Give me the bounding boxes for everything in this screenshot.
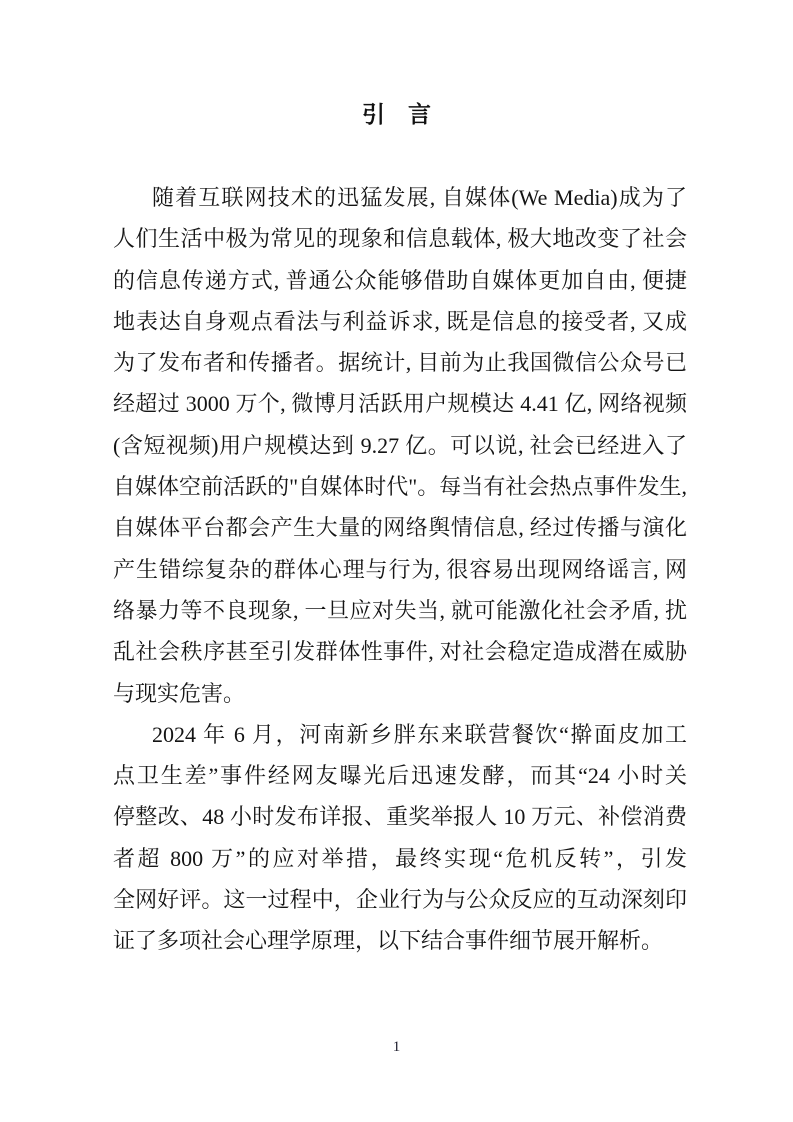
page-number: 1 — [392, 1039, 401, 1055]
page-title: 引 言 — [362, 102, 431, 128]
text-line: 为了发布者和传播者。据统计, 目前为止我国微信公众号已 — [113, 350, 687, 376]
text-line: 乱社会秩序甚至引发群体性事件, 对社会稳定造成潜在威胁 — [113, 639, 687, 665]
text-line: 与现实危害。 — [113, 680, 246, 706]
text-line: 证了多项社会心理学原理，以下结合事件细节展开解析。 — [113, 928, 664, 954]
text-line: 2024 年 6 月，河南新乡胖东来联营餐饮“擀面皮加工 — [152, 721, 687, 747]
text-line: 自媒体平台都会产生大量的网络舆情信息, 经过传播与演化 — [113, 515, 687, 541]
text-line: (含短视频)用户规模达到 9.27 亿。可以说, 社会已经进入了 — [113, 432, 687, 458]
text-line: 全网好评。这一过程中，企业行为与公众反应的互动深刻印 — [113, 887, 687, 913]
text-line: 者超 800 万”的应对举措，最终实现“危机反转”，引发 — [113, 845, 687, 871]
text-line: 停整改、48 小时发布详报、重奖举报人 10 万元、补偿消费 — [113, 804, 687, 830]
text-line: 地表达自身观点看法与利益诉求, 既是信息的接受者, 又成 — [113, 308, 687, 334]
document-body — [113, 177, 687, 962]
text-line: 经超过 3000 万个, 微博月活跃用户规模达 4.41 亿, 网络视频 — [113, 391, 687, 417]
text-line: 随着互联网技术的迅猛发展, 自媒体(We Media)成为了 — [152, 185, 687, 210]
text-line: 人们生活中极为常见的现象和信息载体, 极大地改变了社会 — [113, 226, 687, 252]
text-line: 产生错综复杂的群体心理与行为, 很容易出现网络谣言, 网 — [113, 556, 687, 582]
text-line: 点卫生差”事件经网友曝光后迅速发酵，而其“24 小时关 — [113, 763, 687, 789]
text-line: 的信息传递方式, 普通公众能够借助自媒体更加自由, 便捷 — [113, 267, 687, 293]
text-line: 自媒体空前活跃的"自媒体时代"。每当有社会热点事件发生, — [113, 474, 687, 500]
text-line: 络暴力等不良现象, 一旦应对失当, 就可能激化社会矛盾, 扰 — [113, 597, 687, 623]
